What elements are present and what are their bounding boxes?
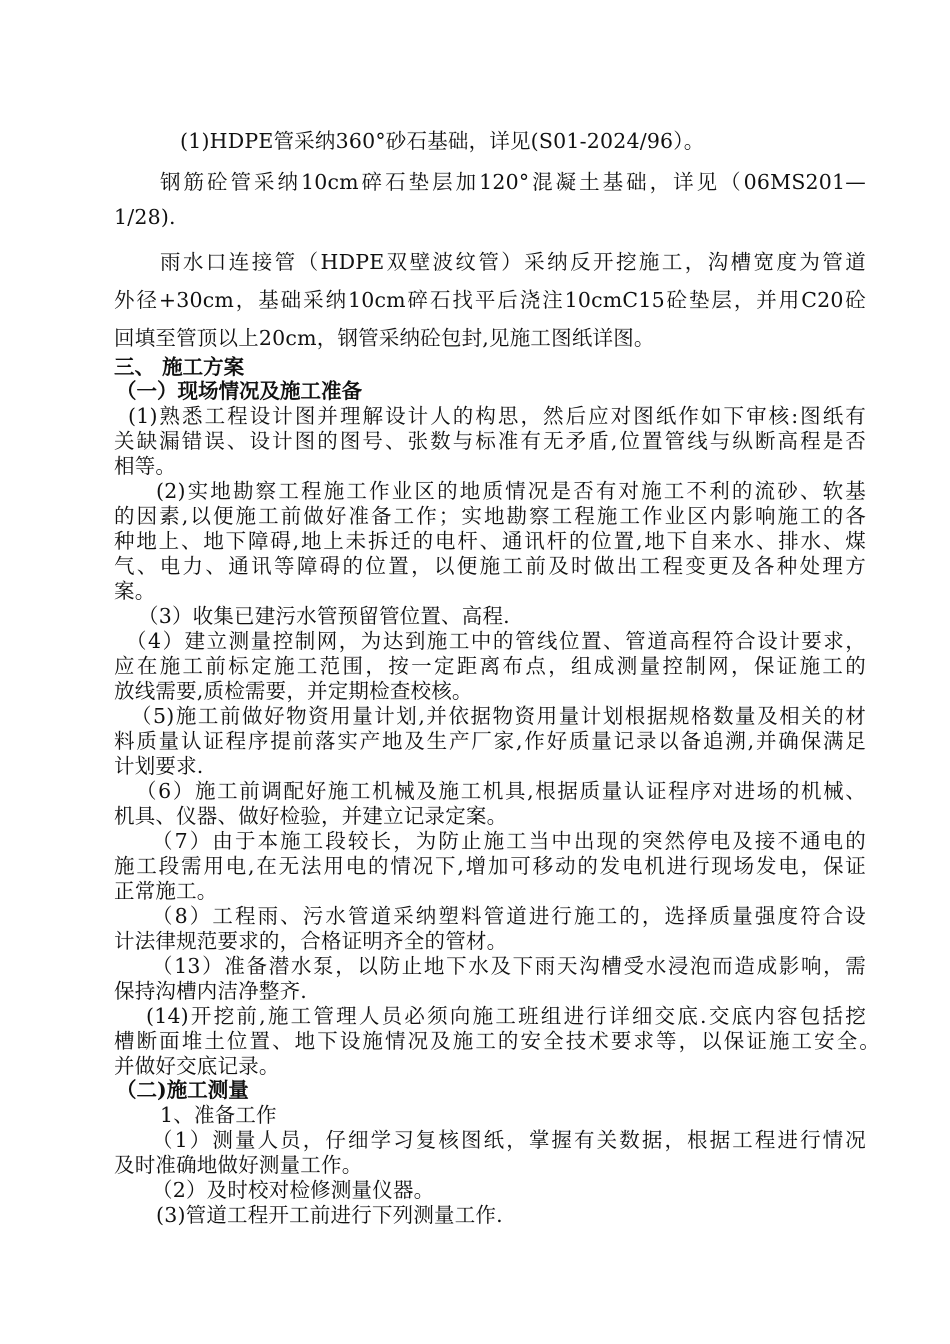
item-7-line2: 施工段需用电,在无法用电的情况下,增加可移动的发电机进行现场发电，保证 [114, 854, 866, 878]
item-2-line4: 气、电力、通讯等障碍的位置，以便施工前及时做出工程变更及各种处理方 [114, 554, 866, 578]
item-5-line3: 计划要求. [114, 754, 204, 778]
item-2-line5: 案。 [114, 579, 156, 603]
item-14-line1: (14)开挖前,施工管理人员必须向施工班组进行详细交底.交底内容包括挖 [146, 1004, 866, 1028]
paragraph-rc-pipe-line1: 钢筋砼管采纳10cm碎石垫层加120°混凝土基础，详见（06MS201— [160, 170, 866, 194]
survey-item-3-line1: (3)管道工程开工前进行下列测量工作. [156, 1203, 503, 1227]
item-7-line1: （7）由于本施工段较长，为防止施工当中出现的突然停电及接不通电的 [152, 829, 866, 853]
paragraph-inlet-pipe-line3: 回填至管顶以上20cm，钢管采纳砼包封,见施工图纸详图。 [114, 326, 655, 350]
heading-site-preparation: （一）现场情况及施工准备 [116, 379, 362, 403]
subheading-preparation: 1、准备工作 [160, 1103, 277, 1127]
item-7-line3: 正常施工。 [114, 879, 218, 903]
paragraph-inlet-pipe-line2: 外径+30cm，基础采纳10cm碎石找平后浇注10cmC15砼垫层，并用C20砼 [114, 288, 866, 312]
item-5-line1: （5)施工前做好物资用量计划,并依据物资用量计划根据规格数量及相关的材 [131, 704, 866, 728]
survey-item-1-line1: （1）测量人员，仔细学习复核图纸，掌握有关数据，根据工程进行情况 [152, 1128, 866, 1152]
item-2-line3: 种地上、地下障碍,地上未拆迁的电杆、通讯杆的位置,地下自来水、排水、煤 [114, 529, 866, 553]
survey-item-1-line2: 及时准确地做好测量工作。 [114, 1153, 363, 1177]
heading-construction-survey: （二)施工测量 [116, 1078, 249, 1102]
paragraph-rc-pipe-line2: 1/28). [114, 205, 176, 229]
paragraph-inlet-pipe-line1: 雨水口连接管（HDPE双壁波纹管）采纳反开挖施工，沟槽宽度为管道 [160, 250, 866, 274]
item-4-line1: （4）建立测量控制网，为达到施工中的管线位置、管道高程符合设计要求， [126, 629, 866, 653]
item-2-line1: (2)实地勘察工程施工作业区的地质情况是否有对施工不利的流砂、软基 [156, 479, 866, 503]
item-1-line1: (1)熟悉工程设计图并理解设计人的构思，然后应对图纸作如下审核:图纸有 [128, 404, 866, 428]
item-1-line2: 关缺漏错误、设计图的图号、张数与标准有无矛盾,位置管线与纵断高程是否 [114, 429, 866, 453]
item-8-line2: 计法律规范要求的，合格证明齐全的管材。 [114, 929, 508, 953]
item-1-line3: 相等。 [114, 454, 177, 478]
item-4-line3: 放线需要,质检需要，并定期检查校核。 [114, 679, 473, 703]
paragraph-hdpe-foundation: (1)HDPE管采纳360°砂石基础，详见(S01-2024/96）。 [180, 129, 705, 153]
item-4-line2: 应在施工前标定施工范围，按一定距离布点，组成测量控制网，保证施工的 [114, 654, 866, 678]
heading-construction-plan: 三、 施工方案 [114, 355, 245, 379]
item-13-line2: 保持沟槽内洁净整齐. [114, 979, 308, 1003]
item-6-line1: （6）施工前调配好施工机械及施工机具,根据质量认证程序对进场的机械、 [136, 779, 866, 803]
item-13-line1: （13）准备潜水泵，以防止地下水及下雨天沟槽受水浸泡而造成影响，需 [152, 954, 866, 978]
item-14-line2: 槽断面堆土位置、地下设施情况及施工的安全技术要求等，以保证施工安全。 [114, 1029, 880, 1053]
survey-item-2-line1: （2）及时校对检修测量仪器。 [152, 1178, 435, 1202]
item-6-line2: 机具、仪器、做好检验，并建立记录定案。 [114, 804, 508, 828]
item-5-line2: 料质量认证程序提前落实产地及生产厂家,作好质量记录以备追溯,并确保满足 [114, 729, 866, 753]
item-2-line2: 的因素,以便施工前做好准备工作；实地勘察工程施工作业区内影响施工的各 [114, 504, 866, 528]
item-3-line1: （3）收集已建污水管预留管位置、高程. [138, 604, 510, 628]
item-14-line3: 并做好交底记录。 [114, 1054, 280, 1078]
item-8-line1: （8）工程雨、污水管道采纳塑料管道进行施工的，选择质量强度符合设 [152, 904, 866, 928]
